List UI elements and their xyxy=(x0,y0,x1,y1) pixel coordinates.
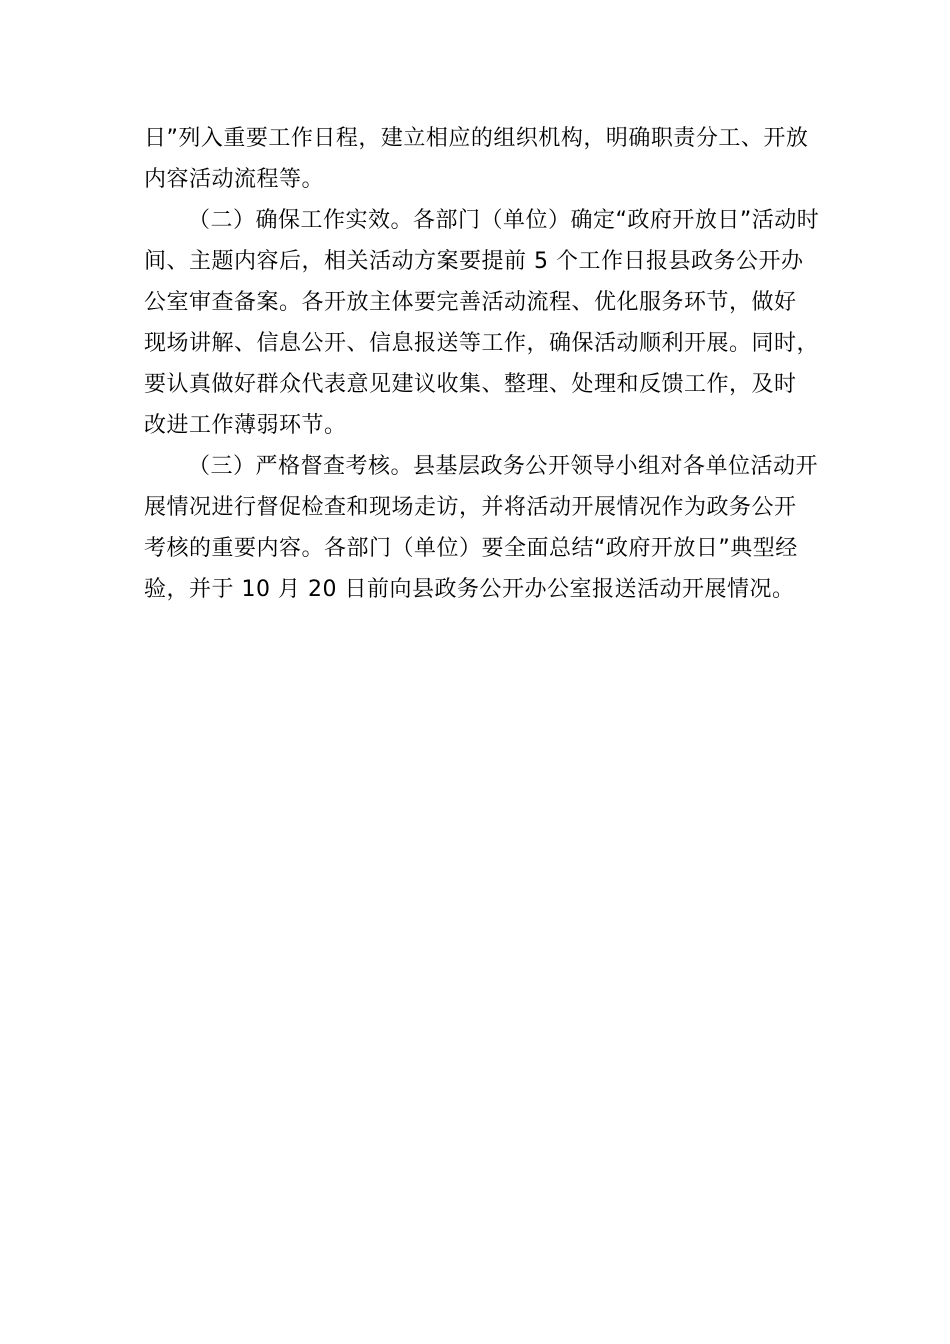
text-line: 展情况进行督促检查和现场走访，并将活动开展情况作为政务公开 xyxy=(144,495,797,520)
paragraph-work-effectiveness xyxy=(144,200,834,446)
document-body xyxy=(144,118,834,610)
text-line: 现场讲解、信息公开、信息报送等工作，确保活动顺利开展。同时， xyxy=(144,331,820,356)
text-line: 日”列入重要工作日程，建立相应的组织机构，明确职责分工、开放 xyxy=(144,126,809,151)
text-line: （三）严格督查考核。县基层政务公开领导小组对各单位活动开 xyxy=(188,454,819,479)
paragraph-supervision xyxy=(144,446,834,610)
text-line: 改进工作薄弱环节。 xyxy=(144,413,347,438)
text-line: 内容活动流程等。 xyxy=(144,167,325,192)
paragraph-organization xyxy=(144,118,834,200)
text-line: 要认真做好群众代表意见建议收集、整理、处理和反馈工作，及时 xyxy=(144,372,797,397)
text-line: （二）确保工作实效。各部门（单位）确定“政府开放日”活动时 xyxy=(188,208,820,233)
text-line: 考核的重要内容。各部门（单位）要全面总结“政府开放日”典型经 xyxy=(144,536,798,561)
text-line: 间、主题内容后，相关活动方案要提前 5 个工作日报县政务公开办 xyxy=(144,249,804,274)
text-line: 验，并于 10 月 20 日前向县政务公开办公室报送活动开展情况。 xyxy=(144,577,795,602)
text-line: 公室审查备案。各开放主体要完善活动流程、优化服务环节，做好 xyxy=(144,290,797,315)
